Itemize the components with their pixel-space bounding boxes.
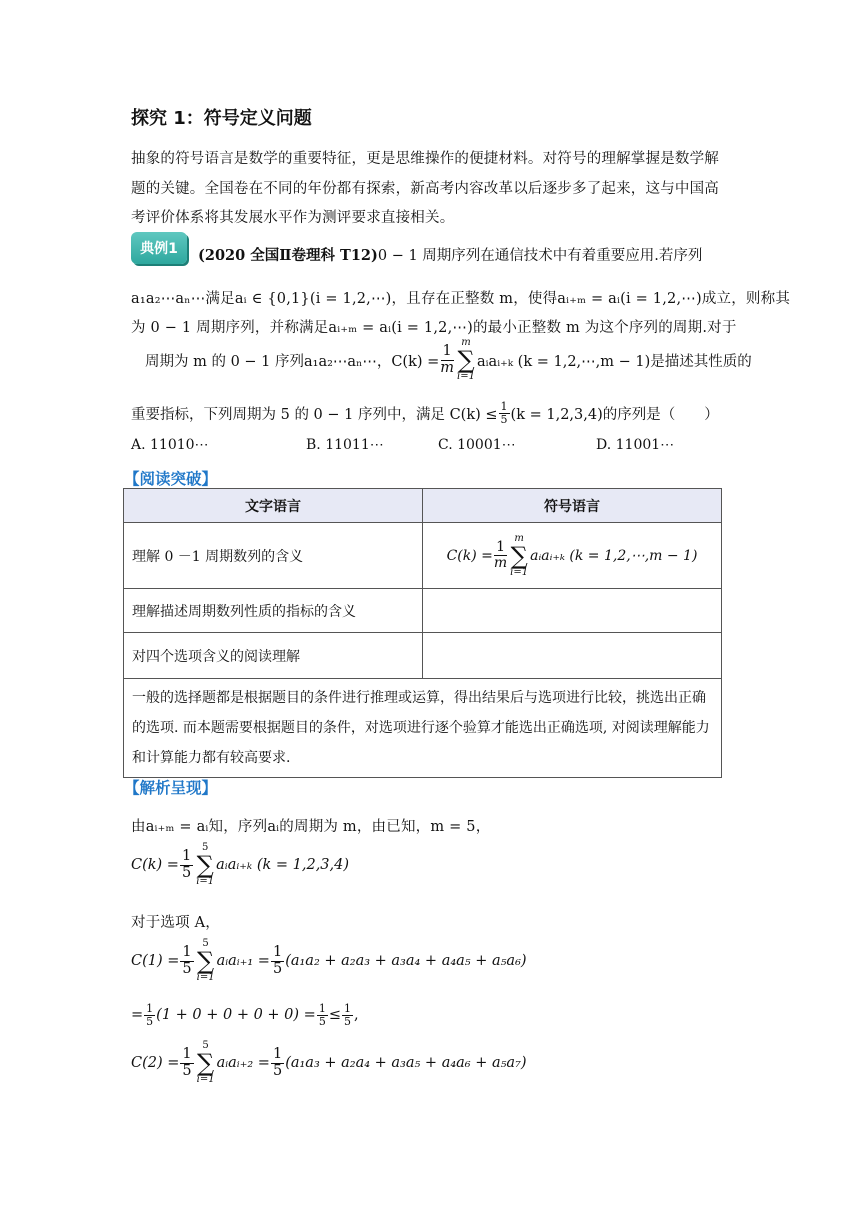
col-symbol-header: 符号语言 (423, 489, 722, 523)
row-3-text: 对四个选项含义的阅读理解 (124, 633, 423, 679)
c1-fraction: $\frac{1}{5}$ (182, 944, 192, 977)
fraction-1-over-5: $\frac{1}{5}$ (500, 400, 508, 426)
row-3-symbol (423, 633, 722, 679)
table-sum-symbol: m ∑ i=1 (510, 532, 529, 578)
c2-fraction: $\frac{1}{5}$ (182, 1046, 192, 1079)
table-fraction: $\frac{1}{m}$ (493, 539, 508, 571)
example-line-2: a₁a₂⋯aₙ⋯满足aᵢ ∈ {0,1}(i = 1,2,⋯)，且存在正整数 m，使得aᵢ₊ₘ = aᵢ(i = 1,2,⋯)成立，则称其 (131, 291, 791, 307)
c1-rhs: (a₁a₂ + a₂a₃ + a₃a₄ + a₄a₅ + a₅a₆) (285, 953, 527, 969)
table-row (124, 633, 722, 679)
intro-line-2: 题的关键。全国卷在不同的年份都有探索，新高考内容改革以后逐步多了起来，这与中国高 (131, 181, 719, 197)
formula-c2: C(2) = $\frac{1}{5}$ 5 ∑ i=1 aᵢaᵢ₊₂ = $\frac{1}{5}$ (a₁a₃ + a₂a₄ + a₃a₅ + a₄a₆ + a₅a₇) (131, 1040, 527, 1085)
example-line-3: 为 0 − 1 周期序列，并称满足aᵢ₊ₘ = aᵢ(i = 1,2,⋯)的最小正整数 m 为这个序列的周期.对于 (131, 320, 737, 336)
solution-line-1: 由aᵢ₊ₘ = aᵢ知，序列aᵢ的周期为 m，由已知，m = 5， (131, 819, 491, 835)
example-source: (2020 全国Ⅱ卷理科 T12) (198, 247, 378, 264)
table-summary-row (124, 679, 722, 778)
example-line-1 (198, 244, 702, 265)
row-1-symbol: C(k) = $\frac{1}{m}$ m ∑ i=1 aᵢaᵢ₊ₖ (k = 1,2,⋯,m − 1) (423, 523, 722, 589)
intro-line-1: 抽象的符号语言是数学的重要特征，更是思维操作的便捷材料。对符号的理解掌握是数学解 (131, 151, 719, 167)
example-line-5-pre: 重要指标，下列周期为 5 的 0 − 1 序列中，满足 C(k) ≤ (131, 406, 498, 423)
c1-eval: (1 + 0 + 0 + 0 + 0) = (156, 1007, 316, 1024)
col-text-header: 文字语言 (124, 489, 423, 523)
option-d: D. 11001⋯ (596, 437, 675, 453)
table-row (124, 523, 722, 589)
row-2-text: 理解描述周期数列性质的指标的含义 (124, 589, 423, 633)
intro-line-3: 考评价体系将其发展水平作为测评要求直接相关。 (131, 210, 455, 226)
example-line-4-post: aᵢaᵢ₊ₖ (k = 1,2,⋯,m − 1)是描述其性质的 (477, 353, 752, 370)
example-line-4 (145, 338, 752, 382)
c1-eval-bound: $\frac{1}{5}$ (343, 1002, 351, 1028)
table-summary: 一般的选择题都是根据题目的条件进行推理或运算，得出结果后与选项进行比较，挑选出正确的选项. 而本题需要根据题目的条件，对选项进行逐个验算才能选出正确选项, 对阅读理解能力和计算能力都有较高要求. (124, 679, 722, 778)
table-header-row (124, 489, 722, 523)
formula-fraction: $\frac{1}{5}$ (181, 848, 192, 881)
c2-rhs: (a₁a₃ + a₂a₄ + a₃a₅ + a₄a₆ + a₅a₇) (285, 1055, 527, 1071)
formula-c-body: aᵢaᵢ₊ₖ (k = 1,2,3,4) (216, 857, 350, 873)
option-c: C. 10001⋯ (438, 437, 516, 453)
example-line-5 (131, 401, 719, 425)
option-a-label: 对于选项 A， (131, 915, 220, 931)
c1-fraction-2: $\frac{1}{5}$ (272, 944, 283, 977)
example-line-4-pre: 周期为 m 的 0 − 1 序列a₁a₂⋯aₙ⋯，C(k) = (145, 353, 440, 370)
option-b: B. 11011⋯ (306, 437, 384, 453)
c1-sum-symbol: 5 ∑ i=1 (196, 938, 215, 983)
reading-heading: 【阅读突破】 (124, 470, 218, 488)
table-row (124, 589, 722, 633)
row-2-symbol (423, 589, 722, 633)
example-line-5-post: (k = 1,2,3,4)的序列是（ ） (510, 406, 719, 423)
page-title: 探究 1：符号定义问题 (131, 108, 312, 129)
solution-heading: 【解析呈现】 (124, 779, 218, 797)
formula-c-k: C(k) = $\frac{1}{5}$ 5 ∑ i=1 aᵢaᵢ₊ₖ (k = 1,2,3,4) (131, 842, 350, 887)
c2-sum-symbol: 5 ∑ i=1 (196, 1040, 215, 1085)
c1-eval-fraction: $\frac{1}{5}$ (146, 1002, 154, 1028)
reading-table (123, 488, 722, 778)
option-a: A. 11010⋯ (131, 437, 209, 453)
c1-eval-line: = $\frac{1}{5}$ (1 + 0 + 0 + 0 + 0) = $\frac{1}{5}$ ≤ $\frac{1}{5}$ , (131, 1002, 359, 1028)
row-1-text: 理解 0 －1 周期数列的含义 (124, 523, 423, 589)
formula-sum-symbol: 5 ∑ i=1 (196, 842, 215, 887)
c2-fraction-2: $\frac{1}{5}$ (272, 1046, 283, 1079)
c1-eval-result: $\frac{1}{5}$ (318, 1002, 326, 1028)
example-badge: 典例1 (131, 232, 187, 264)
formula-c1: C(1) = $\frac{1}{5}$ 5 ∑ i=1 aᵢaᵢ₊₁ = $\frac{1}{5}$ (a₁a₂ + a₂a₃ + a₃a₄ + a₄a₅ + a₅a₆) (131, 938, 527, 983)
sum-symbol: m ∑ i=1 (457, 337, 475, 382)
fraction-1-over-m: $\frac{1}{m}$ (440, 343, 455, 376)
example-line-1-text: 0 − 1 周期序列在通信技术中有着重要应用.若序列 (377, 248, 703, 264)
